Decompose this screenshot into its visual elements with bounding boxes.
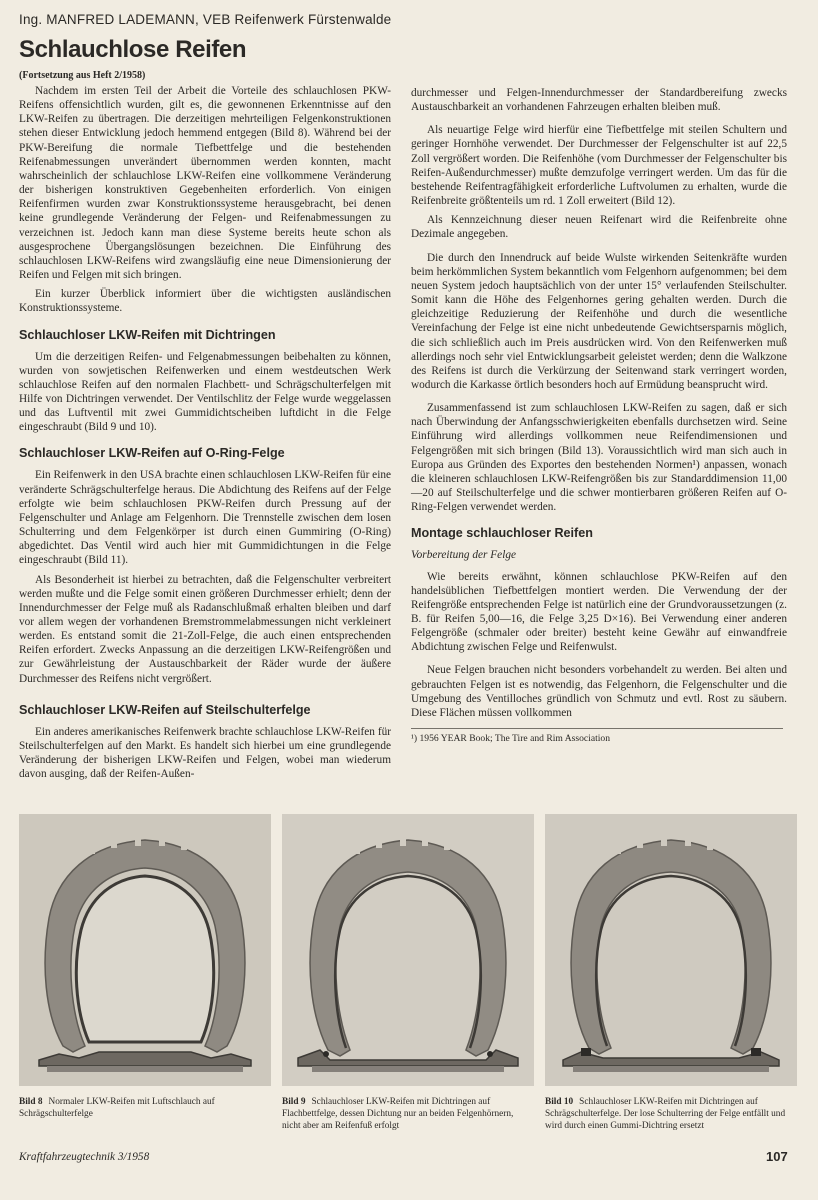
article-title: Schlauchlose Reifen: [19, 36, 247, 63]
tire-cross-section-image: [545, 814, 797, 1086]
right-column: [411, 86, 787, 750]
section-heading: Schlauchloser LKW-Reifen auf O-Ring-Felge: [19, 446, 285, 461]
paragraph: Um die derzeitigen Reifen- und Felgenabmessungen beibehalten zu können, wurden von sowjetischen Reifenwerken und einem westdeutschen Werk schlauchlose Reifen auf den normalen Flachbett- und Schrägschulterfelgen mit Hilfe von Dichtringen verwendet. Der Ventilschlitz der Felge wurde weggelassen und das Luftventil mit zwei Gummidichtscheiben luftdicht in die Felge eingeschraubt (Bild 9 und 10).: [19, 350, 391, 434]
paragraph: Zusammenfassend ist zum schlauchlosen LKW-Reifen zu sagen, daß er sich nach Überwindung der Anfangsschwierigkeiten ebenfalls durchsetzen wird. Seine Einführung wird allerdings vollkommen neue Reifendimensionen und Felgengrößen mit sich bringen (Bild 13). Voraussichtlich wird man sich auch in Europa aus Gründen des Exportes den bestehenden Normen¹) anpassen, wonach die kleineren schlauchlosen LKW-Reifengrößen bis zur Standarddimension 11,00—20 auf Steilschulterfelge und die schwer montierbaren größeren Reifen auf O-Ring-Felgen verwendet werden.: [411, 402, 787, 514]
continuation-note: (Fortsetzung aus Heft 2/1958): [19, 70, 146, 81]
paragraph: Als Besonderheit ist hierbei zu betrachten, daß die Felgenschulter verbreitert werden mußte und die Felge somit einen größeren Durchmesser erhielt; denn der Innendurchmesser der Felge muß als Radanschlußmaß erhalten bleiben und darf vor allem wegen der vorhandenen Bremstrommelabmessungen nicht verkleinert werden. Es entstand somit die 21-Zoll-Felge, die auch einen entsprechenden Reifen erfordert. Zwecks Anpassung an die derzeitigen LKW-Reifengrößen und zur Gewährleistung der Austauschbarkeit der Räder wurde der äußere Durchmesser des Reifens nicht vergrößert.: [19, 573, 391, 685]
section-heading: Montage schlauchloser Reifen: [411, 526, 593, 541]
caption-bild-10: [545, 1096, 795, 1133]
caption-label: Bild 9: [282, 1097, 306, 1107]
caption-text: Schlauchloser LKW-Reifen mit Dichtringen auf Flachbettfelge, dessen Dichtung nur an beiden Felgenhörnern, nicht aber am Reifenfuß erfolgt: [282, 1097, 514, 1132]
byline-prefix: Ing.: [19, 12, 43, 27]
section-heading: Schlauchloser LKW-Reifen mit Dichtringen: [19, 327, 276, 342]
byline: Ing. MANFRED LADEMANN, VEB Reifenwerk Fürstenwalde: [19, 12, 392, 27]
left-column: [19, 84, 391, 786]
figure-row: [19, 814, 791, 1084]
footnote: ¹) 1956 YEAR Book; The Tire and Rim Association: [411, 733, 611, 745]
tire-cross-section-image: [19, 814, 271, 1086]
paragraph: Als neuartige Felge wird hierfür eine Tiefbettfelge mit steilen Schultern und geringer Hornhöhe verwendet. Der Durchmesser der Felgenschulter ist auf 22,5 Zoll vergrößert worden. Die Reifenhöhe (vom Durchmesser der Felgenschulter bis Reifen-Außendurchmesser) mußte demzufolge verringert werden. Um das für die bestehende Reifentragfähigkeit erforderliche Luftvolumen zu erhalten, wurde die Reifenbreite größtenteils um rd. 1 Zoll erweitert (Bild 12).: [411, 124, 787, 208]
author-name: MANFRED LADEMANN: [46, 12, 195, 27]
paragraph: Neue Felgen brauchen nicht besonders vorbehandelt zu werden. Bei alten und gebrauchten Felgen ist es notwendig, das Felgenhorn, die Felgenschulter und die Umgebung des Ventilloches gründlich von Schmutz und evtl. Rost zu säubern. Diese Flächen müssen vollkommen: [411, 664, 787, 719]
caption-text: Schlauchloser LKW-Reifen mit Dichtringen auf Schrägschulterfelge. Der lose Schulterring der Felge entfällt und wird durch einen Gummi-Dichtring ersetzt: [545, 1097, 786, 1132]
tire-cross-section-image: [282, 814, 534, 1086]
figure-bild-8: [19, 814, 271, 1086]
author-institution: VEB Reifenwerk Fürstenwalde: [202, 12, 392, 27]
caption-label: Bild 10: [545, 1097, 574, 1107]
figure-bild-10: [545, 814, 797, 1086]
paragraph: Nachdem im ersten Teil der Arbeit die Vorteile des schlauchlosen PKW-Reifens offensichtlich wurden, gilt es, die gewonnenen Erkenntnisse auf den LKW-Reifen zu übertragen. Die derzeitigen mehrteiligen Felgenkonstruktionen stehen dieser Entwicklung jedoch hemmend entgegen (Bild 8). Während bei der PKW-Bereifung die normale Tiefbettfelge und die bestehenden Reifenabmessungen unverändert übernommen werden konnten, macht wahrscheinlich der schlauchlose LKW-Reifen eine vollkommene Veränderung der bisherigen konstruktiven Gegebenheiten erforderlich. Von einigen Reifenfirmen wurden zwar Konstruktionssysteme herausgebracht, bei denen keine grundlegende Veränderung der Felgen- und Reifenabmessungen zu verzeichnen ist. Jedoch kann man diese Systeme bereits heute schon als ausgesprochene Übergangslösungen bezeichnen. Die Einführung des schlauchlosen LKW-Reifens wird zwangsläufig eine neue Dimensionierung der Reifen und Felgen mit sich bringen.: [19, 85, 391, 282]
paragraph: Als Kennzeichnung dieser neuen Reifenart wird die Reifenbreite ohne Dezimale angegeben.: [411, 214, 787, 241]
paragraph: Ein anderes amerikanisches Reifenwerk brachte schlauchlose LKW-Reifen für Steilschulterfelgen auf den Markt. Es handelt sich hierbei um eine grundlegende Veränderung der bisherigen LKW-Reifen und Felgen, wobei man wiederum davon ausging, daß der Reifen-Außen-: [19, 725, 391, 781]
caption-text: Normaler LKW-Reifen mit Luftschlauch auf Schrägschulterfelge: [19, 1097, 215, 1120]
figure-bild-9: [282, 814, 534, 1086]
journal-issue: Kraftfahrzeugtechnik 3/1958: [19, 1151, 150, 1163]
paragraph: Wie bereits erwähnt, können schlauchlose PKW-Reifen auf den handelsüblichen Tiefbettfelgen montiert werden. Die Verwendung der der Reifengröße entsprechenden Felge ist natürlich eine der Grundvoraussetzungen (z. B. für Reifen 5,00—16, die Felge 3,25 D×16). Bei Verwendung einer anderen Felgengröße (schmaler oder breiter) besteht keine Gewähr auf einwandfreie Abdichtung zwischen Felge und Reifenwulst.: [411, 570, 787, 654]
caption-bild-9: [282, 1096, 534, 1133]
paragraph: Ein Reifenwerk in den USA brachte einen schlauchlosen LKW-Reifen für eine veränderte Schrägschulterfelge heraus. Die Abdichtung des Reifens auf der Felge erfolgte wie beim schlauchlosen PKW-Reifen durch Pressung auf der Felgenschulter und Anlage am Felgenhorn. Die Trennstelle zwischen dem losen Schulterring und dem Felgenkörper ist durch einen Gummiring (O-Ring) abgedichtet. Das Ventil wird auch hier mit Gummidichtungen in die Felge eingeschraubt (Bild 11).: [19, 469, 391, 567]
paragraph: durchmesser und Felgen-Innendurchmesser der Standardbereifung zwecks Austauschbarkeit an vorhandenen Fahrzeugen erhalten bleiben muß.: [411, 87, 787, 114]
page-number: 107: [766, 1149, 788, 1164]
footnote-rule: [411, 728, 783, 729]
caption-label: Bild 8: [19, 1097, 43, 1107]
section-heading: Schlauchloser LKW-Reifen auf Steilschulterfelge: [19, 702, 311, 717]
paragraph: Die durch den Innendruck auf beide Wulste wirkenden Seitenkräfte wurden beim herkömmlichen System bekanntlich vom Felgenhorn aufgenommen; bei dem neuen System jedoch hauptsächlich von der unter 15° verlaufenden Steilschulter. Somit kann die Höhe des Felgenhornes gering gehalten werden. Durch die gleichzeitige Reduzierung der Reifenhöhe und durch die wesentliche Vereinfachung der Felge ist eine nicht unbedeutende Gewichtsersparnis möglich, die sich schließlich auch im Preis ausdrücken wird. Von den Reifenwerken muß allerdings noch sehr viel Entwicklungsarbeit geleistet werden; denn die Walkzone des Reifens ist durch die Verkürzung der Seitenwand stark verringert worden, wodurch die Karkasse örtlich besonders hoch auf Ermüdung beansprucht wird.: [411, 251, 787, 391]
paragraph: Ein kurzer Überblick informiert über die wichtigsten ausländischen Konstruktionssysteme.: [19, 288, 391, 315]
subsection-heading: Vorbereitung der Felge: [411, 549, 516, 562]
caption-bild-8: [19, 1096, 271, 1120]
